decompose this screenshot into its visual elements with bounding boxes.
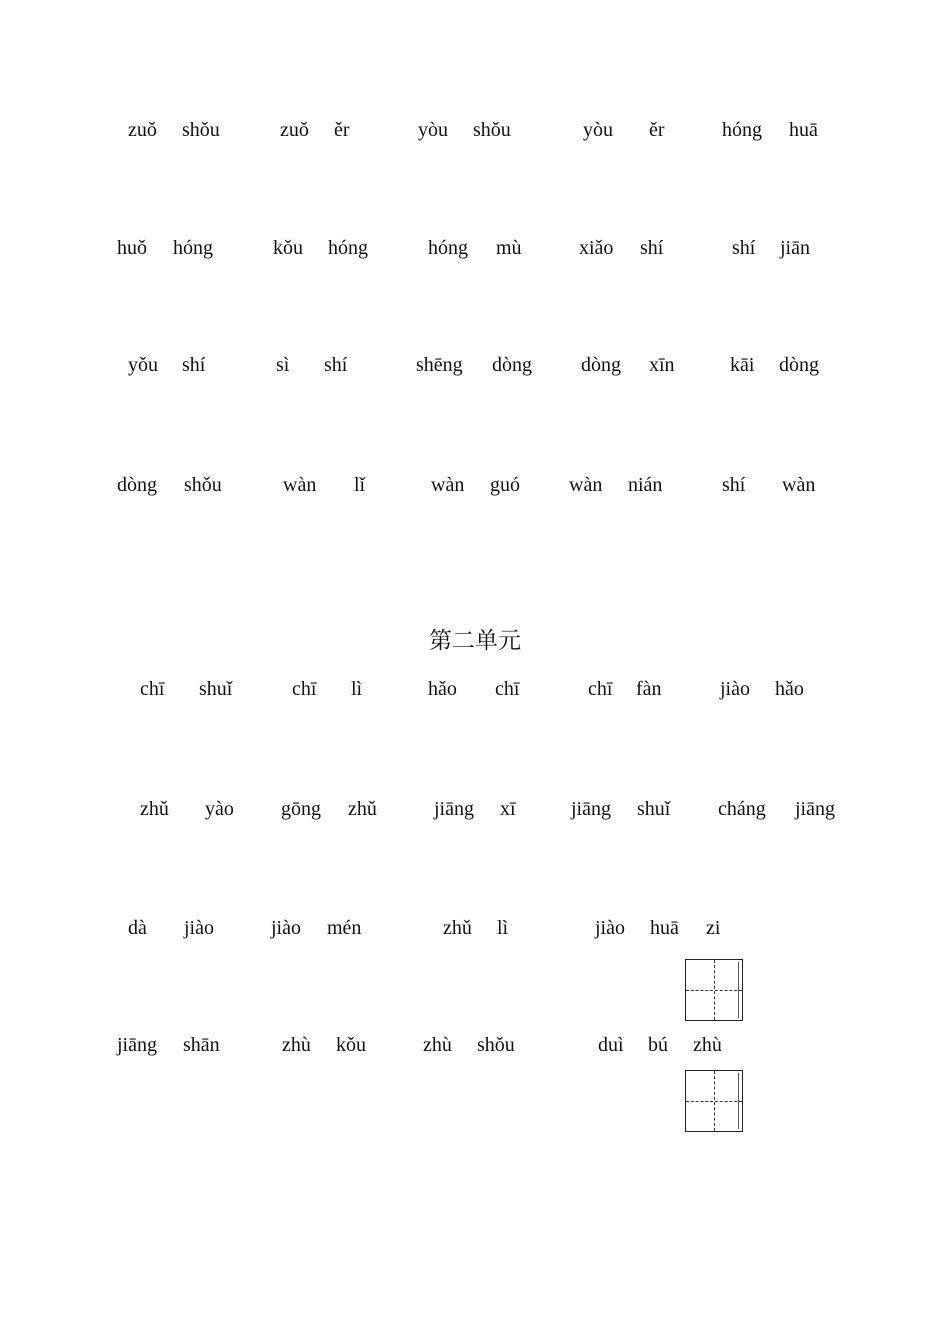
pinyin-syllable: kǒu <box>336 1034 366 1056</box>
pinyin-syllable: jiāng <box>571 798 611 820</box>
writing-grid-box <box>685 959 743 1021</box>
pinyin-syllable: guó <box>490 474 520 496</box>
pinyin-syllable: zuǒ <box>128 119 157 141</box>
unit-title: 第二单元 <box>429 628 521 654</box>
pinyin-syllable: xiǎo <box>579 237 614 259</box>
pinyin-syllable: shān <box>183 1034 220 1056</box>
pinyin-syllable: wàn <box>283 474 317 496</box>
writing-grid-box <box>685 1070 743 1132</box>
grid-edge-line <box>738 962 739 1018</box>
pinyin-syllable: jiào <box>720 678 750 700</box>
pinyin-syllable: jiāng <box>434 798 474 820</box>
pinyin-syllable: huā <box>650 917 679 939</box>
pinyin-syllable: hǎo <box>775 678 804 700</box>
pinyin-syllable: chī <box>588 678 613 700</box>
pinyin-syllable: yòu <box>418 119 448 141</box>
pinyin-syllable: zhǔ <box>443 917 472 939</box>
pinyin-syllable: mén <box>327 917 362 939</box>
pinyin-syllable: shǒu <box>182 119 220 141</box>
pinyin-syllable: duì <box>598 1034 624 1056</box>
pinyin-syllable: bú <box>648 1034 668 1056</box>
pinyin-syllable: zhǔ <box>348 798 377 820</box>
pinyin-syllable: shí <box>732 237 756 259</box>
pinyin-syllable: shí <box>182 354 206 376</box>
pinyin-syllable: huā <box>789 119 818 141</box>
pinyin-syllable: yòu <box>583 119 613 141</box>
pinyin-syllable: zhù <box>423 1034 452 1056</box>
grid-edge-line <box>738 1073 739 1129</box>
pinyin-syllable: shǒu <box>184 474 222 496</box>
pinyin-syllable: shǒu <box>477 1034 515 1056</box>
pinyin-syllable: zhǔ <box>140 798 169 820</box>
pinyin-syllable: zhù <box>693 1034 722 1056</box>
pinyin-syllable: wàn <box>569 474 603 496</box>
pinyin-syllable: huǒ <box>117 237 147 259</box>
pinyin-syllable: mù <box>496 237 522 259</box>
pinyin-syllable: shuǐ <box>637 798 671 820</box>
pinyin-syllable: chī <box>140 678 165 700</box>
pinyin-syllable: dòng <box>581 354 621 376</box>
pinyin-syllable: xīn <box>649 354 675 376</box>
pinyin-syllable: kāi <box>730 354 755 376</box>
pinyin-syllable: yào <box>205 798 234 820</box>
pinyin-syllable: jiāng <box>795 798 835 820</box>
pinyin-syllable: dà <box>128 917 147 939</box>
pinyin-syllable: cháng <box>718 798 766 820</box>
pinyin-syllable: dòng <box>779 354 819 376</box>
pinyin-syllable: lì <box>351 678 363 700</box>
pinyin-syllable: wàn <box>431 474 465 496</box>
pinyin-syllable: shí <box>324 354 348 376</box>
pinyin-syllable: ěr <box>334 119 350 141</box>
pinyin-syllable: zuǒ <box>280 119 309 141</box>
pinyin-syllable: jiào <box>595 917 625 939</box>
pinyin-syllable: lì <box>497 917 509 939</box>
pinyin-syllable: ěr <box>649 119 665 141</box>
pinyin-syllable: jiào <box>271 917 301 939</box>
pinyin-syllable: jiān <box>780 237 810 259</box>
pinyin-syllable: lǐ <box>354 474 366 496</box>
pinyin-syllable: shuǐ <box>199 678 233 700</box>
pinyin-syllable: shí <box>640 237 664 259</box>
pinyin-syllable: zhù <box>282 1034 311 1056</box>
pinyin-syllable: jiāng <box>117 1034 157 1056</box>
pinyin-syllable: hǎo <box>428 678 457 700</box>
pinyin-syllable: sì <box>276 354 290 376</box>
pinyin-syllable: nián <box>628 474 663 496</box>
pinyin-syllable: hóng <box>428 237 468 259</box>
pinyin-syllable: wàn <box>782 474 816 496</box>
pinyin-syllable: hóng <box>173 237 213 259</box>
pinyin-syllable: hóng <box>722 119 762 141</box>
grid-horizontal-guide <box>686 990 742 991</box>
pinyin-syllable: dòng <box>117 474 157 496</box>
grid-horizontal-guide <box>686 1101 742 1102</box>
pinyin-syllable: jiào <box>184 917 214 939</box>
pinyin-syllable: xī <box>500 798 516 820</box>
pinyin-syllable: shí <box>722 474 746 496</box>
pinyin-syllable: fàn <box>636 678 662 700</box>
pinyin-syllable: zi <box>706 917 721 939</box>
pinyin-syllable: yǒu <box>128 354 158 376</box>
pinyin-syllable: kǒu <box>273 237 303 259</box>
pinyin-syllable: hóng <box>328 237 368 259</box>
pinyin-syllable: gōng <box>281 798 321 820</box>
pinyin-syllable: chī <box>292 678 317 700</box>
pinyin-syllable: shǒu <box>473 119 511 141</box>
pinyin-syllable: dòng <box>492 354 532 376</box>
pinyin-syllable: chī <box>495 678 520 700</box>
pinyin-syllable: shēng <box>416 354 463 376</box>
